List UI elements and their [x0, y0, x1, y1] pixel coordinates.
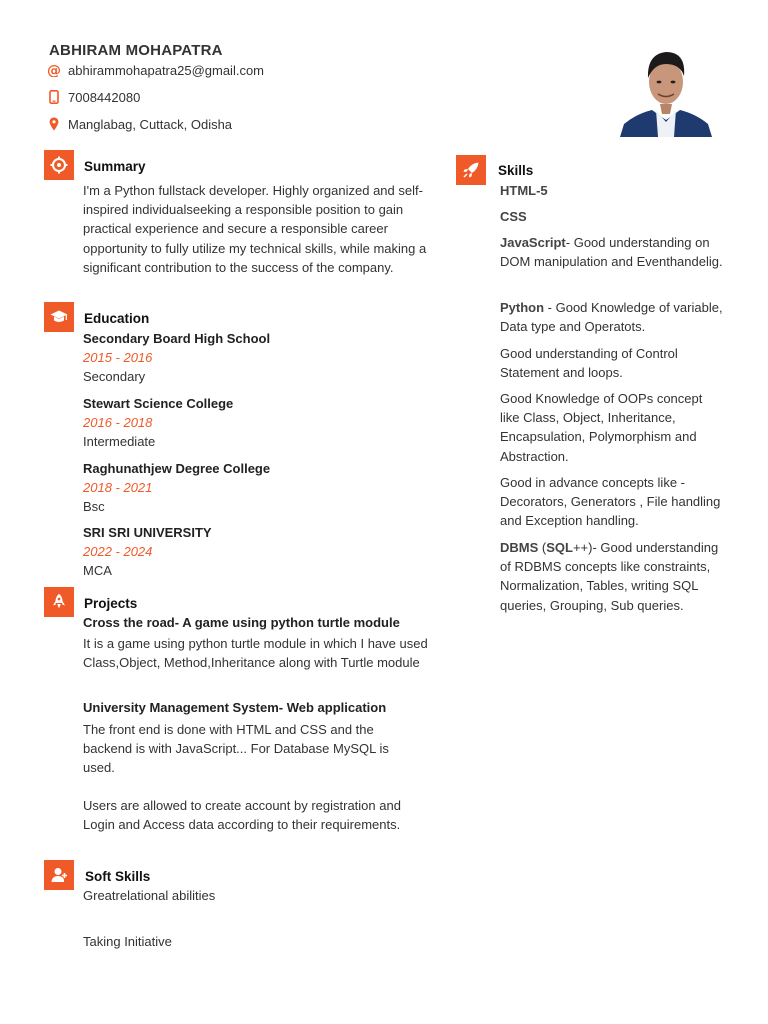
skill-html-label: HTML-5: [500, 183, 548, 198]
project-description: The front end is done with HTML and CSS and the backend is with JavaScript... For Database MySQL is used.: [83, 722, 389, 776]
target-icon: [44, 150, 74, 180]
education-heading: Education: [84, 311, 150, 326]
skill-dbms-text: - Good understanding of RDBMS concepts like constraints, Normalization, Tables, writing SQL queries, Grouping, Sub queries.: [500, 540, 719, 613]
skill-oops: Good Knowledge of OOPs concept like Class, Object, Inheritance, Encapsulation, Polymorphism and Abstraction.: [500, 391, 703, 464]
skill-dbms: DBMS (SQL++)- Good understanding of RDBMS concepts like constraints, Normalization, Tables, writing SQL queries, Grouping, Sub queries.: [500, 540, 719, 613]
education-dates: 2015 - 2016: [83, 350, 153, 365]
project-description-extra: Users are allowed to create account by registration and Login and Access data according to their requirements.: [83, 798, 401, 833]
skill-python-label: Python: [500, 300, 545, 315]
graduation-cap-icon: [44, 302, 74, 332]
location-pin-icon: [47, 115, 61, 133]
education-school: Stewart Science College: [83, 396, 234, 411]
skill-css-label: CSS: [500, 209, 527, 224]
education-degree: MCA: [83, 563, 112, 578]
education-school: Secondary Board High School: [83, 331, 271, 346]
email-text[interactable]: abhirammohapatra25@gmail.com: [68, 62, 265, 78]
skills-heading: Skills: [498, 163, 534, 178]
phone-text: 7008442080: [68, 89, 141, 105]
email-row: [47, 61, 264, 79]
project-description: It is a game using python turtle module in which I have used Class,Object, Method,Inheritance along with Turtle module: [83, 636, 428, 671]
skill-javascript-label: JavaScript: [500, 235, 566, 250]
skill-dbms-sql: SQL: [546, 540, 573, 555]
candidate-name: ABHIRAM MOHAPATRA: [49, 42, 223, 59]
skill-javascript: [500, 233, 725, 271]
education-degree: Bsc: [83, 499, 105, 514]
skill-css: [500, 207, 725, 226]
address-text: Manglabag, Cuttack, Odisha: [68, 116, 233, 132]
education-school: SRI SRI UNIVERSITY: [83, 525, 212, 540]
skill-dbms-label: DBMS: [500, 540, 539, 555]
soft-skill-item: Taking Initiative: [83, 934, 172, 949]
skill-javascript-text: - Good understanding on DOM manipulation and Eventhandelig.: [500, 235, 723, 270]
skill-html: [500, 181, 725, 200]
soft-skills-heading: Soft Skills: [85, 869, 151, 884]
education-degree: Intermediate: [83, 434, 156, 449]
at-icon: [47, 61, 61, 79]
phone-icon: [47, 88, 61, 106]
rocket-icon: [456, 155, 486, 185]
education-dates: 2022 - 2024: [83, 544, 153, 559]
address-row: [47, 115, 232, 133]
skill-control-statements: Good understanding of Control Statement and loops.: [500, 346, 678, 381]
skill-python: [500, 298, 725, 336]
skill-python-text: - Good Knowledge of variable, Data type and Operatots.: [500, 300, 723, 335]
education-dates: 2016 - 2018: [83, 415, 153, 430]
education-degree: Secondary: [83, 369, 146, 384]
project-name: University Management System- Web application: [83, 700, 387, 715]
rocket-icon: [44, 587, 74, 617]
svg-text:@: @: [47, 63, 61, 77]
soft-skill-item: Greatrelational abilities: [83, 888, 216, 903]
summary-heading: Summary: [84, 159, 146, 174]
education-dates: 2018 - 2021: [83, 480, 153, 495]
summary-text: I'm a Python fullstack developer. Highly organized and self-inspired individualseeking a responsible position to gain practical experience and secure a responsible career opportunity to fully utilize my technical skills, while making a significant contribution to the success of the company.: [83, 183, 427, 275]
projects-heading: Projects: [84, 596, 138, 611]
project-name: Cross the road- A game using python turtle module: [83, 615, 400, 630]
education-school: Raghunathjew Degree College: [83, 461, 271, 476]
profile-photo: [620, 42, 712, 137]
skill-advanced: Good in advance concepts like - Decorators, Generators , File handling and Exception handling.: [500, 475, 721, 529]
phone-row: [47, 88, 140, 106]
person-icon: [44, 860, 74, 890]
